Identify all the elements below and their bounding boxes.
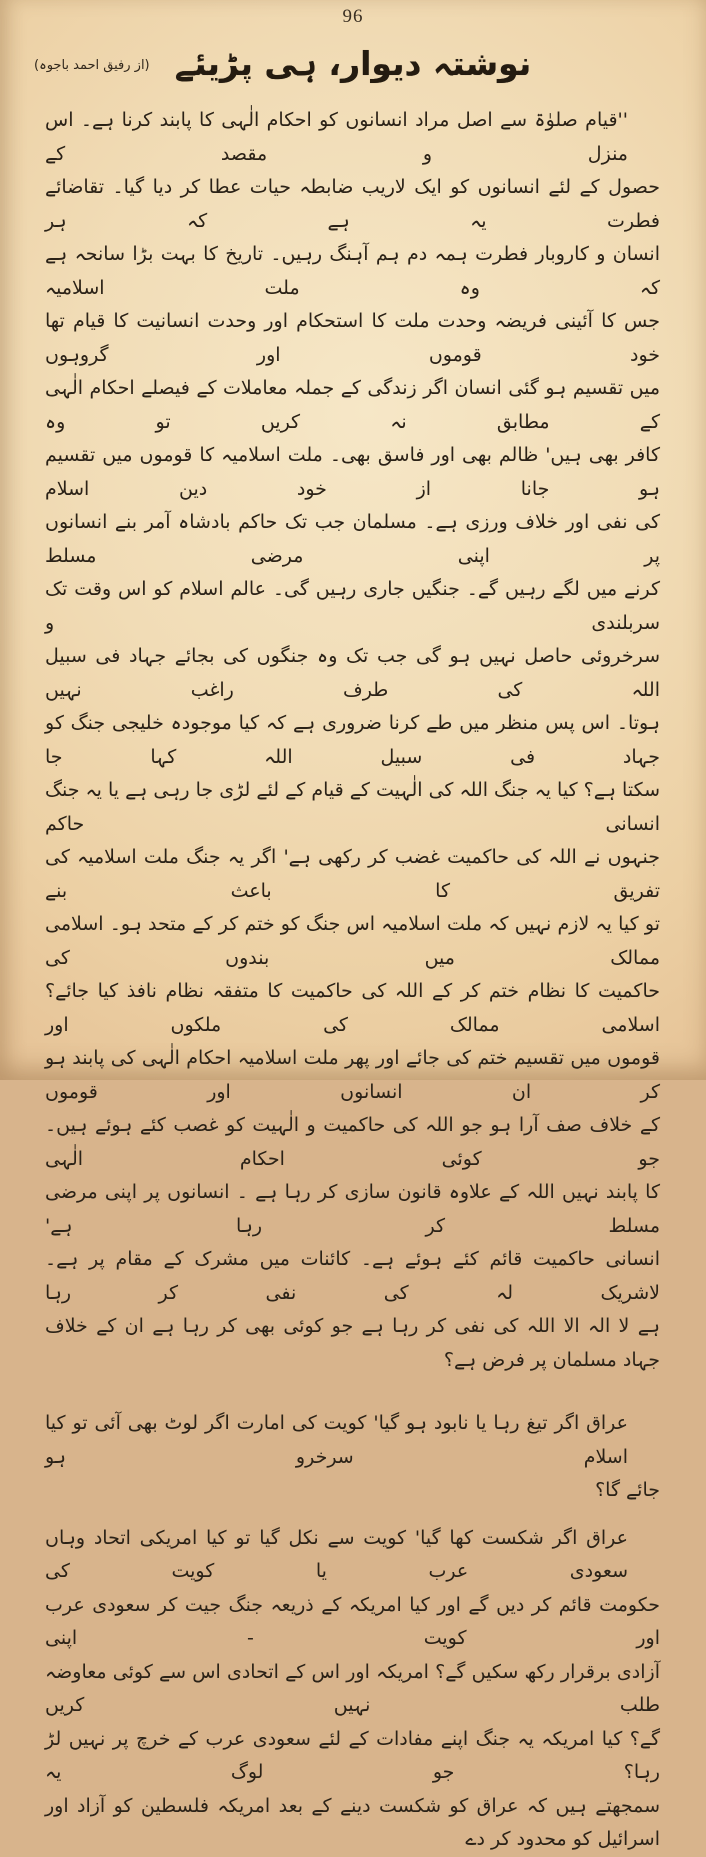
- text-line: انسانی حاکمیت قائم کئے ہوئے ہے۔ کائنات میں مشرک کے مقام پر ہے۔ لاشریک لہ کی نفی کر رہا: [45, 1248, 660, 1304]
- text-line: سمجھتے ہیں کہ عراق کو شکست دینے کے بعد امریکہ فلسطین کو آزاد اور اسرائیل کو محدود کر دے: [45, 1794, 660, 1850]
- text-line: حکومت قائم کر دیں گے اور کیا امریکہ کے ذریعہ جنگ جیت کر سعودی عرب اور کویت - اپنی: [45, 1593, 660, 1649]
- text-line: آزادی برقرار رکھ سکیں گے؟ امریکہ اور اس کے اتحادی اس سے کوئی معاوضہ طلب نہیں کریں: [45, 1660, 660, 1716]
- paragraph-question: [45, 1407, 660, 1508]
- text-line: کافر بھی ہیں' ظالم بھی اور فاسق بھی۔ ملت اسلامیہ کا قوموں میں تقسیم ہو جانا از خود دین اسلام: [45, 444, 660, 500]
- text-line: ''قیام صلوٰۃ سے اصل مراد انسانوں کو احکام الٰہی کا پابند کرنا ہے۔ اس منزل و مقصد کے: [45, 109, 628, 165]
- text-line: عراق اگر تیغ رہا یا نابود ہو گیا' کویت کی امارت اگر لوٹ بھی آئی تو کیا اسلام سرخرو ہو: [45, 1412, 628, 1468]
- page-header: [0, 34, 706, 98]
- text-line: قوموں میں تقسیم ختم کی جائے اور پھر ملت اسلامیہ احکام الٰہی کی پابند ہو کر ان انسانوں اور قوموں: [45, 1047, 660, 1103]
- article-body: [45, 104, 660, 1857]
- text-line: سرخروئی حاصل نہیں ہو گی جب تک وہ جنگوں کی بجائے جہاد فی سبیل اللہ کی طرف راغب نہیں: [45, 645, 660, 701]
- text-line: کرنے میں لگے رہیں گے۔ جنگیں جاری رہیں گی۔ عالم اسلام کو اس وقت تک سربلندی و: [45, 578, 660, 634]
- text-line: عراق اگر شکست کھا گیا' کویت سے نکل گیا تو کیا امریکی اتحاد وہاں سعودی عرب یا کویت کی: [45, 1526, 628, 1582]
- text-line: انسان و کاروبار فطرت ہمہ دم ہم آہنگ رہیں۔ تاریخ کا بہت بڑا سانحہ ہے کہ وہ ملت اسلامیہ: [45, 243, 660, 299]
- text-line: کا پابند نہیں اللہ کے علاوہ قانون سازی کر رہا ہے ۔ انسانوں پر اپنی مرضی مسلط کر رہا ہے': [45, 1181, 660, 1237]
- paragraph-main-essay: [45, 104, 660, 1377]
- page-number: 96: [342, 6, 364, 27]
- text-line: حاکمیت کا نظام ختم کر کے اللہ کی حاکمیت کا متفقہ نظام نافذ کیا جائے؟ اسلامی ممالک کی ملکوں اور: [45, 980, 660, 1036]
- text-line: حصول کے لئے انسانوں کو ایک لاریب ضابطہ حیات عطا کر دیا گیا۔ تقاضائے فطرت یہ ہے کہ ہر: [45, 176, 660, 232]
- text-line: جس کا آئینی فریضہ وحدت ملت کا استحکام اور وحدت انسانیت کا قیام تھا خود قوموں اور گروہوں: [45, 310, 660, 366]
- text-line: میں تقسیم ہو گئی انسان اگر زندگی کے جملہ معاملات کے فیصلے احکام الٰہی کے مطابق نہ کریں تو وہ: [45, 377, 660, 433]
- text-line: کے خلاف صف آرا ہو جو اللہ کی حاکمیت و الٰہیت کو غصب کئے ہوئے ہیں۔ جو کوئی احکام الٰہی: [45, 1114, 660, 1170]
- text-line: تو کیا یہ لازم نہیں کہ ملت اسلامیہ اس جنگ کو ختم کر کے متحد ہو۔ اسلامی ممالک میں بندوں کی: [45, 913, 660, 969]
- paragraph-answer: [45, 1522, 660, 1857]
- text-line: جائے گا؟: [595, 1479, 660, 1501]
- text-line: ہوتا۔ اس پس منظر میں طے کرنا ضروری ہے کہ کیا موجودہ خلیجی جنگ کو جہاد فی سبیل اللہ کہا جا: [45, 712, 660, 768]
- author-byline: (از رفیق احمد باجوہ): [34, 58, 150, 73]
- text-line: سکتا ہے؟ کیا یہ جنگ اللہ کی الٰہیت کے قیام کے لئے لڑی جا رہی ہے یا یہ جنگ انسانی حاکم: [45, 779, 660, 835]
- text-line: کی نفی اور خلاف ورزی ہے۔ مسلمان جب تک حاکم بادشاہ آمر بنے انسانوں پر اپنی مرضی مسلط: [45, 511, 660, 567]
- page-title: نوشتہ دیوار، ہی پڑیئے: [174, 44, 532, 83]
- text-line: جنہوں نے اللہ کی حاکمیت غضب کر رکھی ہے' اگر یہ جنگ ملت اسلامیہ کی تفریق کا باعث بنے: [45, 846, 660, 902]
- text-line: گے؟ کیا امریکہ یہ جنگ اپنے مفادات کے لئے سعودی عرب کے خرچ پر نہیں لڑ رہا؟ جو لوگ یہ: [45, 1727, 660, 1783]
- text-line: ہے لا الہ الا اللہ کی نفی کر رہا ہے جو کوئی بھی کر رہا ہے ان کے خلاف جہاد مسلمان پر فرض ہے؟: [45, 1315, 660, 1371]
